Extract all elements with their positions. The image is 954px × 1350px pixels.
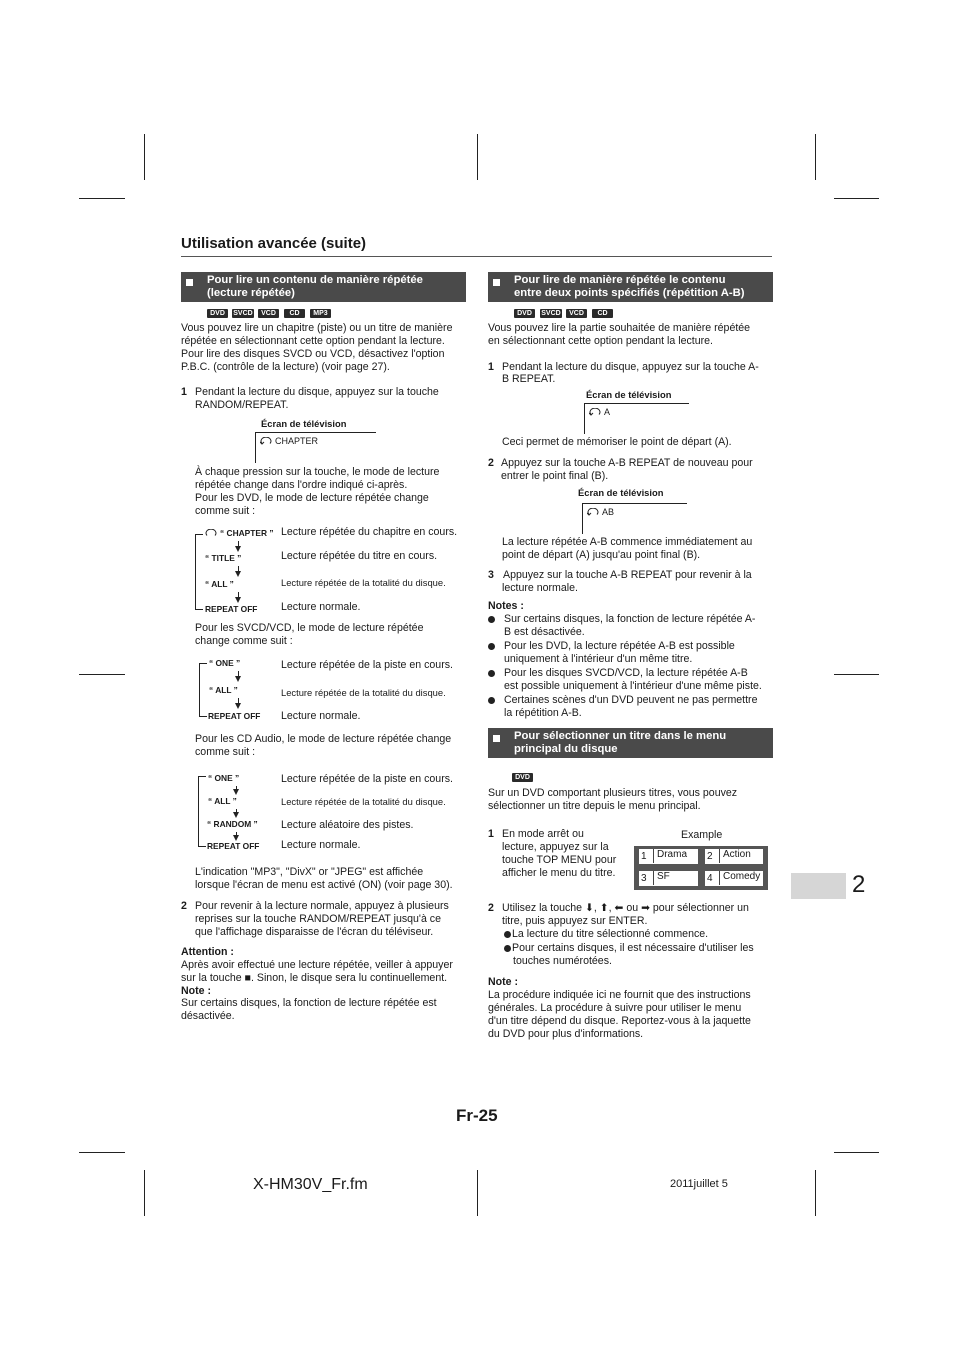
mode-desc: Lecture aléatoire des pistes. bbox=[281, 819, 414, 831]
print-date: 2011juillet 5 bbox=[670, 1178, 728, 1190]
crop-mark bbox=[834, 674, 879, 675]
step-number: 1 bbox=[488, 828, 494, 840]
page-title: Utilisation avancée (suite) bbox=[181, 235, 367, 252]
note-text: Pour les DVD, la lecture répétée A-B est possible bbox=[504, 640, 735, 652]
step-number: 2 bbox=[488, 457, 494, 469]
attention-text: Après avoir effectué une lecture répétée, veiller à appuyer bbox=[181, 959, 453, 971]
bullet-icon bbox=[488, 643, 495, 650]
menu-cell[interactable]: 1 Drama bbox=[639, 849, 698, 864]
step-text: lecture, appuyez sur la bbox=[502, 841, 609, 853]
step-text: titre, puis appuyez sur ENTER. bbox=[502, 915, 648, 927]
mode-desc: Lecture répétée de la totalité du disque. bbox=[281, 687, 446, 698]
example-label: Example bbox=[681, 829, 723, 841]
crop-mark bbox=[815, 1170, 816, 1216]
step-number: 3 bbox=[488, 569, 494, 581]
badge-cd: CD bbox=[284, 309, 305, 318]
intro-line: sélectionner un titre depuis le menu principal. bbox=[488, 800, 701, 812]
step-number: 2 bbox=[488, 902, 494, 914]
mode-desc: Lecture répétée de la totalité du disque. bbox=[281, 577, 446, 588]
step-text: Utilisez la touche ⬇, ⬆, ⬅ ou ➡ pour sélectionner un bbox=[502, 902, 749, 914]
mode-all: “ ALL ” bbox=[208, 796, 237, 806]
crop-mark bbox=[79, 1152, 125, 1153]
text-line: comme suit : bbox=[195, 505, 256, 517]
mode-all: “ ALL ” bbox=[209, 685, 238, 695]
crop-mark bbox=[815, 134, 816, 180]
badge-svcd: SVCD bbox=[233, 310, 253, 317]
step-number: 1 bbox=[488, 361, 494, 373]
note-text: Sur certains disques, la fonction de lecture répétée est bbox=[181, 997, 437, 1009]
attention-text: sur la touche ■. Sinon, le disque sera lu continuellement. bbox=[181, 972, 448, 984]
note-text: La procédure indiquée ici ne fournit que des instructions bbox=[488, 989, 751, 1001]
crop-mark bbox=[477, 134, 478, 180]
crop-mark bbox=[144, 134, 145, 180]
mode-desc: Lecture répétée de la piste en cours. bbox=[281, 773, 453, 785]
text-line: lorsque l'écran de menu est activé (ON) (voir page 30). bbox=[195, 879, 453, 891]
mode-all: “ ALL ” bbox=[205, 579, 234, 589]
note-text: d'un titre dépend du disque. Reportez-vous à la jaquette bbox=[488, 1015, 751, 1027]
step-text: Pour certains disques, il est nécessaire d'utiliser les bbox=[512, 942, 754, 954]
intro-line: Sur un DVD comportant plusieurs titres, vous pouvez bbox=[488, 787, 738, 799]
badge-svcd: SVCD bbox=[541, 310, 561, 317]
step-text: entrer le point final (B). bbox=[501, 470, 609, 482]
mode-repeat-off: REPEAT OFF bbox=[208, 711, 261, 721]
badge-vcd: VCD bbox=[566, 309, 587, 318]
note-text: Certaines scènes d'un DVD peuvent ne pas permettre bbox=[504, 694, 758, 706]
note-text: B est désactivée. bbox=[504, 626, 585, 638]
screen-title: Écran de télévision bbox=[586, 389, 672, 400]
intro-line: Vous pouvez lire la partie souhaitée de manière répétée bbox=[488, 322, 751, 334]
crop-mark bbox=[477, 1170, 478, 1216]
text-line: répétée change dans l'ordre indiqué ci-après. bbox=[195, 479, 408, 491]
repeat-icon bbox=[260, 437, 273, 445]
menu-cell[interactable]: 4 Comedy bbox=[705, 871, 763, 886]
intro-line: P.B.C. (contrôle de la lecture) (voir page 27). bbox=[181, 361, 390, 373]
section-header-title-menu: Pour sélectionner un titre dans le menu principal du disque bbox=[488, 728, 773, 758]
menu-cell[interactable]: 2 Action bbox=[705, 849, 763, 864]
intro-line: Pour lire des disques SVCD ou VCD, désactivez l'option bbox=[181, 348, 445, 360]
intro-line: répétée en sélectionnant cette option pendant la lecture. bbox=[181, 335, 445, 347]
note-label: Note : bbox=[181, 985, 212, 997]
step-text: afficher le menu du titre. bbox=[502, 867, 616, 879]
chapter-number: 2 bbox=[852, 871, 866, 898]
mode-desc: Lecture répétée de la totalité du disque. bbox=[281, 796, 446, 807]
text-line: change comme suit : bbox=[195, 635, 293, 647]
cycle-loop-line bbox=[199, 663, 200, 717]
note-text: générales. La procédure à suivre pour utiliser le menu bbox=[488, 1002, 742, 1014]
badge-cd: CD bbox=[592, 309, 613, 318]
step-text: touches numérotées. bbox=[513, 955, 612, 967]
crop-mark bbox=[834, 1152, 879, 1153]
step-text: La lecture répétée A-B commence immédiatement au bbox=[502, 536, 753, 548]
screen-title: Écran de télévision bbox=[261, 418, 347, 429]
bullet-icon bbox=[504, 931, 511, 938]
section-header-ab-repeat: Pour lire de manière répétée le contenu entre deux points spécifiés (répétition A-B) bbox=[488, 272, 773, 302]
notes-label: Notes : bbox=[488, 600, 524, 612]
step-text: Pendant la lecture du disque, appuyez sur la touche A- bbox=[502, 361, 759, 373]
step-text: B REPEAT. bbox=[502, 373, 556, 385]
note-text: Pour les disques SVCD/VCD, la lecture répétée A-B bbox=[504, 667, 748, 679]
mode-desc: Lecture répétée de la piste en cours. bbox=[281, 659, 453, 671]
text-line: À chaque pression sur la touche, le mode de lecture bbox=[195, 466, 440, 478]
step-text: Appuyez sur la touche A-B REPEAT pour revenir à la bbox=[503, 569, 752, 581]
text-line: Pour les SVCD/VCD, le mode de lecture répétée bbox=[195, 622, 424, 634]
step-text: point de départ (A) jusqu'au point final (B). bbox=[502, 549, 701, 561]
note-text: désactivée. bbox=[181, 1010, 235, 1022]
tv-screen: CHAPTER bbox=[255, 432, 376, 463]
cycle-loop-line bbox=[195, 534, 196, 610]
badge-dvd: DVD bbox=[514, 309, 535, 318]
step-text: touche TOP MENU pour bbox=[502, 854, 617, 866]
step-text: Appuyez sur la touche A-B REPEAT de nouveau pour bbox=[501, 457, 753, 469]
mode-desc: Lecture répétée du titre en cours. bbox=[281, 550, 438, 562]
mode-random: “ RANDOM ” bbox=[207, 819, 258, 829]
menu-cell[interactable]: 3 SF bbox=[639, 871, 698, 886]
bullet-icon bbox=[504, 945, 511, 952]
chapter-tab bbox=[791, 873, 846, 899]
mode-desc: Lecture répétée du chapitre en cours. bbox=[281, 526, 458, 538]
repeat-icon bbox=[589, 408, 602, 416]
crop-mark bbox=[79, 674, 125, 675]
bullet-icon bbox=[488, 697, 495, 704]
badge-dvd: DVD bbox=[207, 309, 228, 318]
tv-screen: AB bbox=[582, 503, 687, 534]
step-text: reprises sur la touche RANDOM/REPEAT jusqu'à ce bbox=[195, 913, 441, 925]
page-number: Fr-25 bbox=[456, 1106, 498, 1125]
title-rule bbox=[181, 256, 772, 257]
step-text: Ceci permet de mémoriser le point de départ (A). bbox=[502, 436, 732, 448]
mode-title: “ TITLE ” bbox=[205, 553, 242, 563]
text-line: Pour les DVD, le mode de lecture répétée change bbox=[195, 492, 429, 504]
note-text: est possible uniquement à l'intérieur d'une même piste. bbox=[504, 680, 762, 692]
mode-desc: Lecture normale. bbox=[281, 710, 361, 722]
step-text: La lecture du titre sélectionné commence. bbox=[512, 928, 709, 940]
bullet-icon bbox=[488, 670, 495, 677]
note-label: Note : bbox=[488, 976, 519, 988]
mode-repeat-off: REPEAT OFF bbox=[205, 604, 258, 614]
badge-vcd: VCD bbox=[258, 309, 279, 318]
text-line: L'indication "MP3", "DivX" or "JPEG" est affichée bbox=[195, 866, 424, 878]
step-text: lecture normale. bbox=[502, 582, 578, 594]
file-name: X-HM30V_Fr.fm bbox=[253, 1176, 368, 1193]
step-number: 1 bbox=[181, 386, 187, 398]
tv-screen: A bbox=[584, 403, 689, 434]
step-number: 2 bbox=[181, 900, 187, 912]
note-text: la répétition A-B. bbox=[504, 707, 582, 719]
attention-label: Attention : bbox=[181, 946, 234, 958]
mode-one: “ ONE ” bbox=[208, 773, 240, 783]
text-line: comme suit : bbox=[195, 746, 256, 758]
example-menu bbox=[634, 846, 768, 890]
repeat-icon bbox=[587, 508, 600, 516]
mode-desc: Lecture normale. bbox=[281, 601, 361, 613]
intro-line: en sélectionnant cette option pendant la lecture. bbox=[488, 335, 713, 347]
note-text: uniquement à l'intérieur d'un même titre. bbox=[504, 653, 693, 665]
step-text: que l'affichage disparaisse de l'écran du téléviseur. bbox=[195, 926, 434, 938]
step-text: RANDOM/REPEAT. bbox=[195, 399, 289, 411]
step-text: En mode arrêt ou bbox=[502, 828, 584, 840]
mode-one: “ ONE ” bbox=[209, 658, 241, 668]
note-text: Sur certains disques, la fonction de lecture répétée A- bbox=[504, 613, 756, 625]
mode-desc: Lecture normale. bbox=[281, 839, 361, 851]
crop-mark bbox=[144, 1170, 145, 1216]
screen-title: Écran de télévision bbox=[578, 487, 664, 498]
bullet-icon bbox=[488, 616, 495, 623]
mode-chapter: “ CHAPTER ” bbox=[205, 528, 274, 538]
step-text: Pendant la lecture du disque, appuyez sur la touche bbox=[195, 386, 439, 398]
mode-repeat-off: REPEAT OFF bbox=[207, 841, 260, 851]
note-text: du DVD pour plus d'informations. bbox=[488, 1028, 644, 1040]
badge-mp3: MP3 bbox=[310, 309, 331, 318]
text-line: Pour les CD Audio, le mode de lecture répétée change bbox=[195, 733, 452, 745]
badge-dvd: DVD bbox=[512, 773, 533, 782]
crop-mark bbox=[79, 198, 125, 199]
section-header-repeat: Pour lire un contenu de manière répétée (lecture répétée) bbox=[181, 272, 466, 302]
step-text: Pour revenir à la lecture normale, appuyez à plusieurs bbox=[195, 900, 449, 912]
crop-mark bbox=[834, 198, 879, 199]
intro-line: Vous pouvez lire un chapitre (piste) ou un titre de manière bbox=[181, 322, 453, 334]
cycle-loop-line bbox=[198, 776, 199, 847]
